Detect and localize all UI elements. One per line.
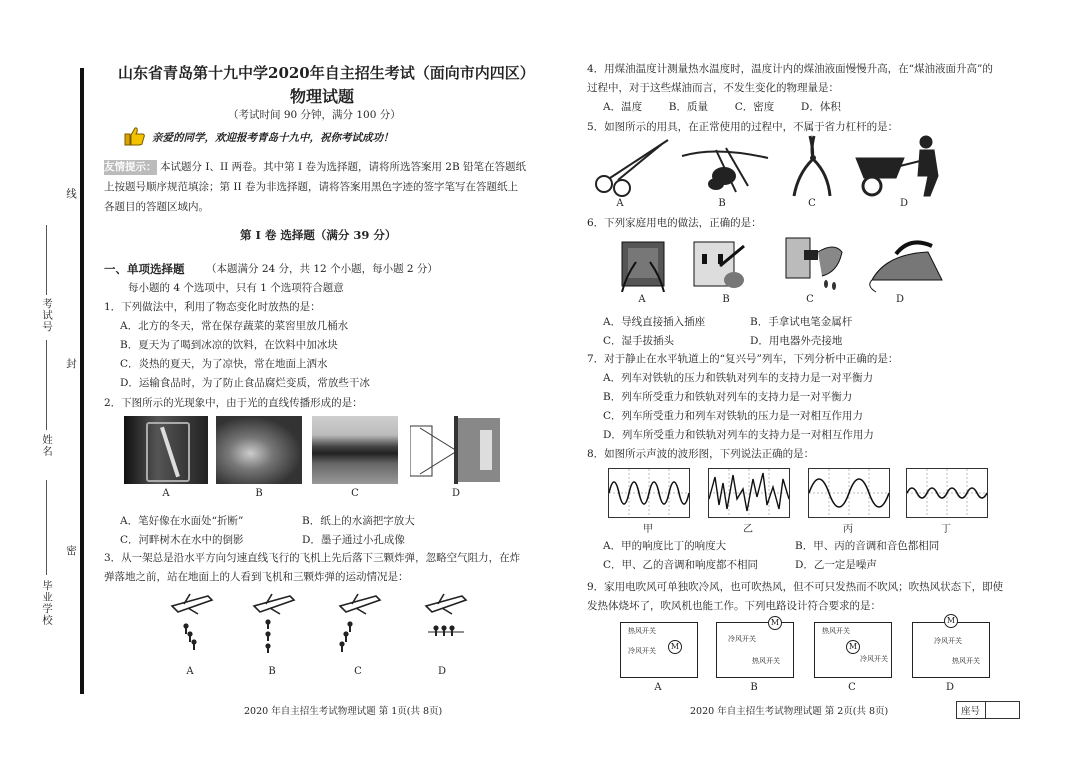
q7-option-b[interactable]: B．列车所受重力和铁轨对列车的支持力是一对平衡力	[603, 391, 853, 403]
q2-label-b: B	[255, 488, 263, 499]
q3-label-c: C	[354, 666, 362, 677]
q1-option-a[interactable]: A．北方的冬天，常在保存蔬菜的菜窖里放几桶水	[120, 320, 349, 332]
circuit-d-cold-switch: 冷风开关	[934, 637, 962, 645]
q3-stem-2: 弹落地之前，站在地面上的人看到飞机和三颗炸弹的运动情况是：	[104, 571, 409, 583]
q5-stem: 5．如图所示的用具，在正常使用的过程中，不属于省力杠杆的是：	[587, 121, 899, 133]
q3-figure-a	[170, 592, 214, 664]
q1-option-c[interactable]: C．炎热的夏天，为了凉快，常在地面上洒水	[120, 358, 328, 370]
q8-option-b[interactable]: B．甲、丙的音调和音色都相同	[795, 540, 940, 552]
q9-label-c: C	[848, 682, 856, 693]
q6-option-c[interactable]: C．湿手拔插头	[603, 335, 675, 347]
circuit-a-cold-switch: 冷风开关	[628, 647, 656, 655]
binding-line	[80, 68, 84, 694]
q2-option-b[interactable]: B．纸上的水滴把字放大	[302, 515, 415, 527]
q9-label-d: D	[945, 682, 955, 693]
q3-label-d: D	[437, 666, 447, 677]
subject-title: 物理试题	[290, 87, 355, 106]
circuit-c-cold-switch: 冷风开关	[860, 655, 888, 663]
waveform-yi	[708, 468, 790, 518]
scissors-image	[592, 138, 672, 202]
greeting: 亲爱的同学，欢迎报考青岛十九中，祝你考试成功！	[152, 132, 394, 144]
q8-option-c[interactable]: C．甲、乙的音调和响度都不相同	[603, 559, 759, 571]
tip-line-3: 各题目的答题区域内。	[104, 201, 209, 213]
q1-stem: 1．下列做法中，利用了物态变化时放热的是：	[104, 301, 321, 313]
q5-label-c: C	[808, 198, 816, 209]
name-field[interactable]	[46, 340, 47, 430]
school-field[interactable]	[46, 480, 47, 575]
circuit-b-motor: M	[768, 616, 782, 630]
exam-number-field[interactable]	[46, 225, 47, 295]
q3-label-a: A	[186, 666, 194, 677]
q1-option-d[interactable]: D．运输食品时，为了防止食品腐烂变质，常放些干冰	[120, 377, 370, 389]
q7-option-c[interactable]: C．列车所受重力和列车对铁轨的压力是一对相互作用力	[603, 410, 864, 422]
q7-option-d[interactable]: D．列车所受重力和铁轨对列车的支持力是一对相互作用力	[603, 429, 874, 441]
q8-label-jia: 甲	[643, 524, 653, 535]
section-title: 一、单项选择题	[104, 262, 185, 276]
q5-label-d: D	[899, 198, 909, 209]
q9-stem-1: 9．家用电吹风可单独吹冷风，也可吹热风，但不可只发热而不吹风；吹热风状态下，即使	[587, 581, 1004, 593]
exam-time: （考试时间 90 分钟，满分 100 分）	[228, 109, 401, 121]
q3-figure-d	[424, 592, 468, 664]
exam-title: 山东省青岛第十九中学2020年自主招生考试（面向市内四区）	[118, 64, 535, 82]
wires-in-socket-image	[616, 236, 672, 296]
q8-label-yi: 乙	[743, 524, 753, 535]
waveform-bing	[808, 468, 890, 518]
test-pen-image	[690, 236, 746, 296]
tip-label: 友情提示：	[104, 161, 157, 173]
name-label: 姓名	[41, 434, 53, 457]
q6-stem: 6．下列家庭用电的做法，正确的是：	[587, 217, 762, 229]
part1-heading: 第 I 卷 选择题（满分 39 分）	[240, 228, 397, 242]
circuit-c-hot-switch: 热风开关	[822, 627, 850, 635]
q3-label-b: B	[268, 666, 276, 677]
waveform-ding	[906, 468, 988, 518]
seat-number-box[interactable]	[956, 701, 1020, 719]
circuit-d	[912, 622, 990, 678]
q8-option-d[interactable]: D．乙一定是噪声	[795, 559, 877, 571]
tree-reflection-image	[312, 416, 398, 484]
q2-label-d: D	[451, 488, 461, 499]
circuit-b-cold-switch: 冷风开关	[728, 635, 756, 643]
q2-stem: 2．下图所示的光现象中，由于光的直线传播形成的是：	[104, 397, 363, 409]
circuit-c-motor: M	[846, 640, 860, 654]
q6-label-a: A	[638, 294, 646, 305]
q6-option-b[interactable]: B．手拿试电笔金属杆	[750, 316, 853, 328]
q8-label-bing: 丙	[843, 524, 853, 535]
q2-option-d[interactable]: D．墨子通过小孔成像	[302, 534, 405, 546]
margin-bind-label: 密	[65, 545, 77, 557]
water-drop-image	[216, 416, 302, 484]
q2-option-a[interactable]: A．笔好像在水面处“折断”	[120, 515, 244, 527]
q8-label-ding: 丁	[941, 524, 951, 535]
tweezers-tool-image	[676, 136, 772, 202]
pinhole-camera-diagram	[410, 416, 502, 488]
q6-option-d[interactable]: D．用电器外壳接地	[750, 335, 843, 347]
circuit-b-hot-switch: 热风开关	[752, 657, 780, 665]
q9-label-a: A	[654, 682, 662, 693]
footer-page-1: 2020 年自主招生考试物理试题 第 1页(共 8页)	[244, 706, 443, 717]
circuit-b	[716, 622, 794, 678]
footer-page-2: 2020 年自主招生考试物理试题 第 2页(共 8页)	[690, 706, 889, 717]
wet-hand-plug-image	[782, 232, 846, 296]
q2-label-a: A	[162, 488, 170, 499]
q2-option-c[interactable]: C．河畔树木在水中的倒影	[120, 534, 244, 546]
q9-stem-2: 发热体烧坏了，吹风机也能工作。下列电路设计符合要求的是：	[587, 600, 881, 612]
q4-stem-1: 4．用煤油温度计测量热水温度时，温度计内的煤油液面慢慢升高，在“煤油液面升高”的	[587, 63, 993, 75]
margin-seal-label: 封	[65, 358, 77, 370]
seat-number-label: 座号	[961, 706, 981, 717]
q3-figure-c	[338, 592, 382, 664]
iron-image	[866, 232, 946, 298]
q7-option-a[interactable]: A．列车对铁轨的压力和铁轨对列车的支持力是一对平衡力	[603, 372, 874, 384]
tip-line-1: 本试题分 I、II 两卷。其中第 I 卷为选择题，请将所选答案用 2B 铅笔在答题纸	[160, 161, 527, 173]
thumbs-up-icon	[124, 126, 146, 146]
q1-option-b[interactable]: B．夏天为了喝到冰凉的饮料，在饮料中加冰块	[120, 339, 338, 351]
circuit-a-hot-switch: 热风开关	[628, 627, 656, 635]
circuit-d-hot-switch: 热风开关	[952, 657, 980, 665]
q4-options[interactable]: A．温度 B．质量 C．密度 D．体积	[603, 101, 841, 113]
pliers-image	[784, 134, 840, 202]
q5-label-a: A	[616, 198, 624, 209]
q8-stem: 8．如图所示声波的波形图，下列说法正确的是：	[587, 448, 815, 460]
circuit-d-motor: M	[944, 614, 958, 628]
q6-option-a[interactable]: A．导线直接插入插座	[603, 316, 706, 328]
q9-label-b: B	[750, 682, 758, 693]
q3-figure-b	[252, 592, 296, 664]
q4-stem-2: 过程中，对于这些煤油而言，不发生变化的物理量是：	[587, 82, 839, 94]
tip-line-2: 上按题号顺序规范填涂；第 II 卷为非选择题，请将答案用黑色字迹的签字笔写在答题纸上	[104, 181, 518, 193]
section-note-2: 每小题的 4 个选项中，只有 1 个选项符合题意	[128, 282, 344, 294]
section-note: （本题满分 24 分，共 12 个小题，每小题 2 分）	[206, 263, 438, 275]
pencil-in-water-image	[124, 416, 208, 484]
q6-label-b: B	[722, 294, 730, 305]
q6-label-c: C	[806, 294, 814, 305]
waveform-jia	[608, 468, 690, 518]
q3-stem-1: 3．从一架总是沿水平方向匀速直线飞行的飞机上先后落下三颗炸弹，忽略空气阻力，在炸	[104, 552, 521, 564]
exam-number-label: 考试号	[41, 298, 53, 333]
wheelbarrow-image	[854, 132, 946, 202]
q8-option-a[interactable]: A．甲的响度比丁的响度大	[603, 540, 727, 552]
q7-stem: 7．对于静止在水平轨道上的“复兴号”列车，下列分析中正确的是：	[587, 353, 899, 365]
margin-line-label: 线	[65, 188, 77, 200]
q2-label-c: C	[351, 488, 359, 499]
q6-label-d: D	[895, 294, 905, 305]
circuit-a-motor: M	[668, 640, 682, 654]
q5-label-b: B	[718, 198, 726, 209]
school-label: 毕业学校	[41, 580, 53, 626]
